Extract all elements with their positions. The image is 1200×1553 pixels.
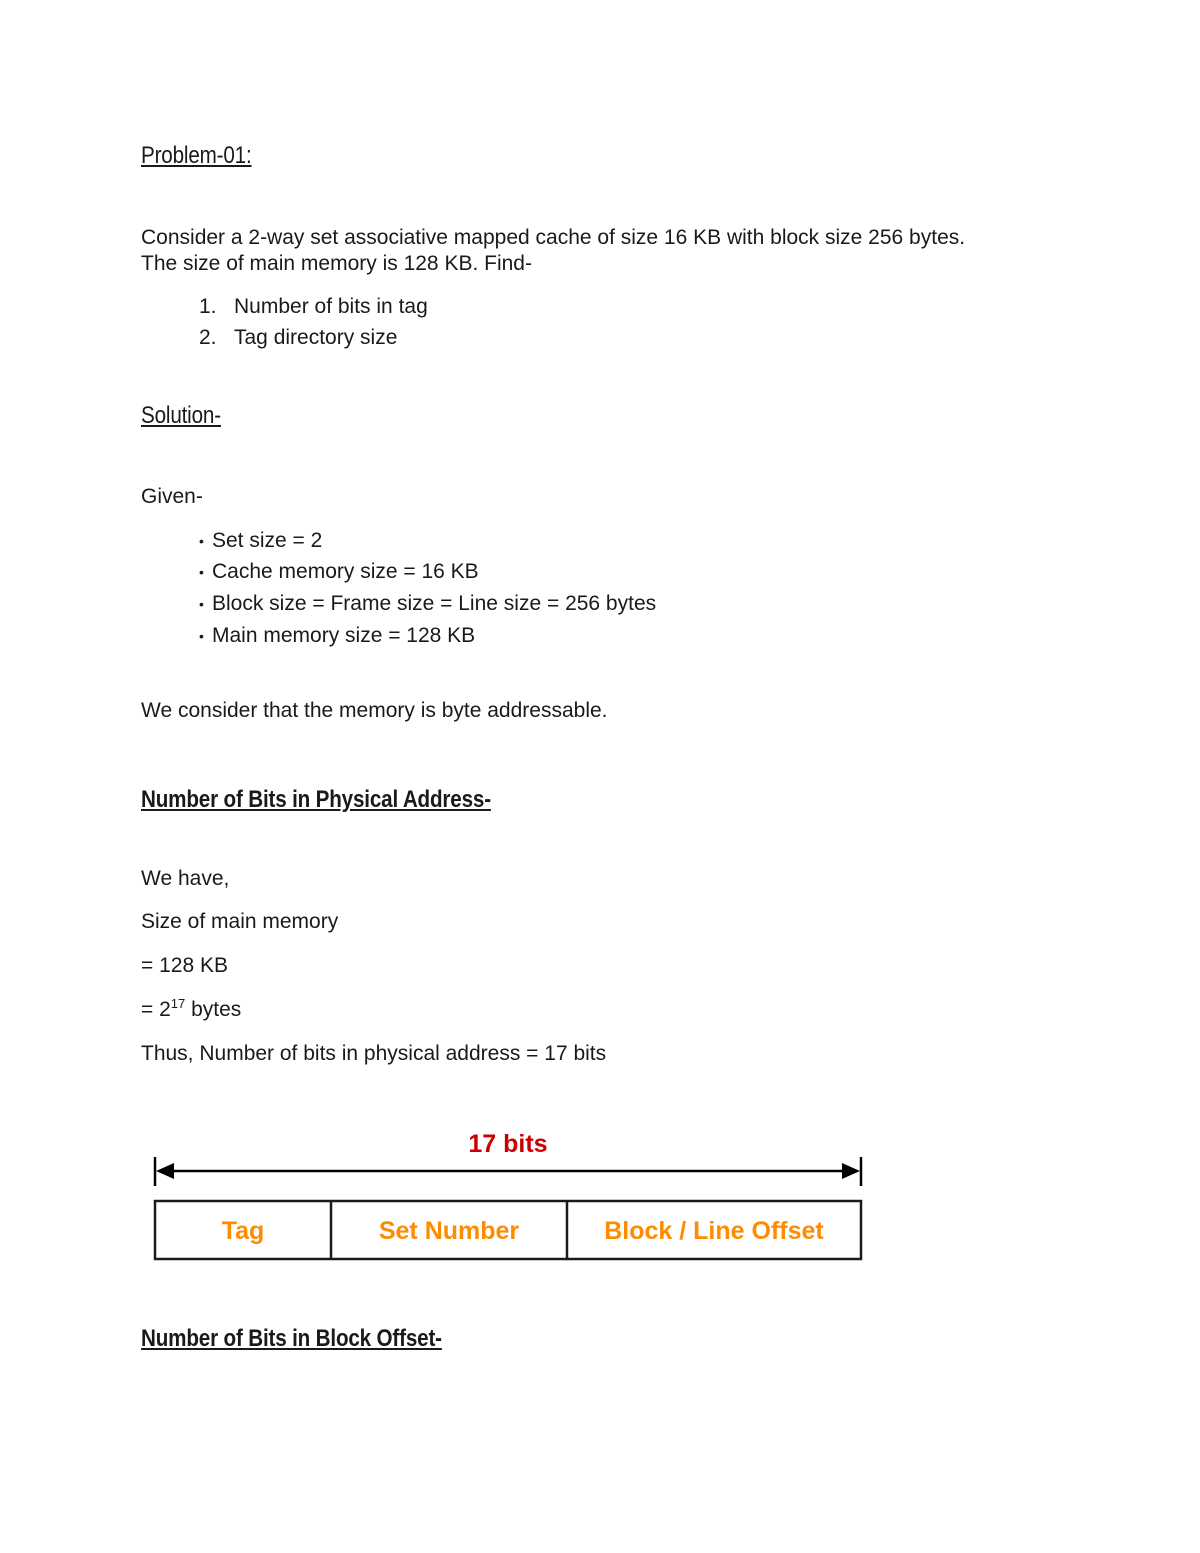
list-number: 1. (199, 295, 217, 318)
list-item: Block size = Frame size = Line size = 256 bytes (212, 592, 657, 615)
we-have-text: We have, (141, 867, 230, 890)
field-block-offset: Block / Line Offset (604, 1217, 824, 1245)
list-item: Tag directory size (234, 326, 398, 349)
equation-2-suffix: bytes (185, 998, 242, 1021)
list-number: 2. (199, 326, 217, 349)
intro-line-2: The size of main memory is 128 KB. Find- (141, 252, 532, 275)
bullet-icon: • (199, 628, 204, 644)
block-offset-heading: Number of Bits in Block Offset- (141, 1325, 442, 1352)
physical-address-heading: Number of Bits in Physical Address- (141, 786, 491, 813)
right-arrowhead-icon (842, 1163, 860, 1179)
bullet-icon: • (199, 564, 204, 580)
list-item: Cache memory size = 16 KB (212, 560, 479, 583)
equation-1: = 128 KB (141, 954, 228, 977)
equation-2 (141, 997, 241, 1023)
given-label: Given- (141, 485, 203, 508)
list-item: Main memory size = 128 KB (212, 624, 476, 647)
equation-2-prefix: = 2 (141, 998, 171, 1021)
field-set-number: Set Number (378, 1217, 520, 1245)
list-item: Number of bits in tag (234, 295, 428, 318)
problem-heading: Problem-01: (141, 142, 252, 169)
intro-line-1: Consider a 2-way set associative mapped cache of size 16 KB with block size 256 bytes. (141, 226, 966, 249)
conclusion-text: Thus, Number of bits in physical address = 17 bits (141, 1042, 607, 1065)
field-tag: Tag (221, 1217, 265, 1245)
bullet-icon: • (199, 596, 204, 612)
exponent: 17 (170, 996, 186, 1011)
solution-heading: Solution- (141, 402, 221, 429)
total-bits-label: 17 bits (468, 1130, 548, 1158)
assumption-text: We consider that the memory is byte addressable. (141, 699, 608, 722)
bullet-icon: • (199, 533, 204, 549)
list-item: Set size = 2 (212, 529, 323, 552)
left-arrowhead-icon (156, 1163, 174, 1179)
size-label: Size of main memory (141, 910, 339, 933)
